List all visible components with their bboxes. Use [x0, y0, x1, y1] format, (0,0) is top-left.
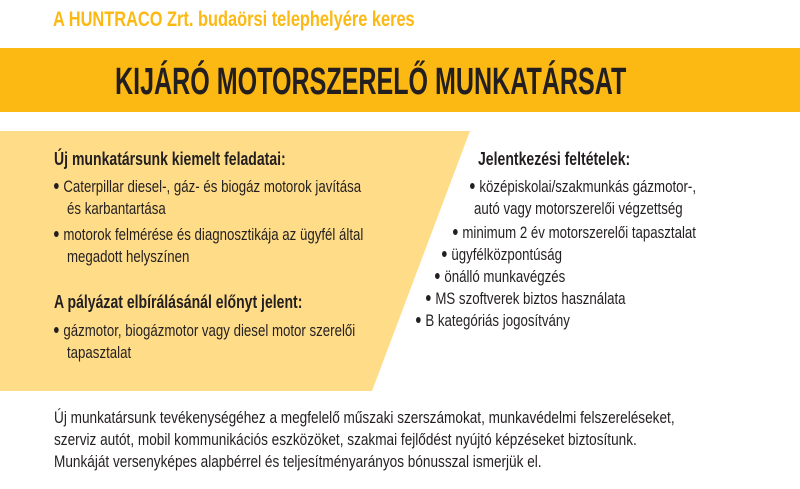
- task-item-continuation: megadott helyszínen: [67, 247, 190, 266]
- footer-line: Munkáját versenyképes alapbérrel és teljesítményarányos bónusszal ismerjük el.: [54, 452, 542, 471]
- footer-line: szerviz autót, mobil kommunikációs eszközöket, szakmai fejlődést nyújtó képzéseket biztosítunk.: [54, 430, 637, 449]
- requirement-item: B kategóriás jogosítvány: [416, 310, 613, 332]
- intro-text: A HUNTRACO Zrt. budaörsi telephelyére keres: [53, 8, 415, 31]
- task-item: motorok felmérése és diagnosztikája az ügyfél által: [54, 224, 451, 246]
- bullet-icon: [416, 317, 421, 323]
- requirement-item-continuation: autó vagy motorszerelői végzettség: [474, 199, 683, 218]
- bullet-icon: [54, 231, 59, 237]
- bullet-icon: [453, 229, 458, 235]
- task-item-continuation: és karbantartása: [67, 199, 166, 218]
- requirement-item: középiskolai/szakmunkás gázmotor-,: [470, 176, 760, 198]
- bullet-icon: [426, 295, 431, 301]
- bullet-icon: [442, 251, 447, 257]
- requirement-item: minimum 2 év motorszerelői tapasztalat: [453, 222, 765, 244]
- bullet-icon: [435, 273, 440, 279]
- advantage-item: gázmotor, biogázmotor vagy diesel motor szerelői: [54, 320, 440, 342]
- requirement-item: MS szoftverek biztos használata: [426, 288, 682, 310]
- requirement-item: ügyfélközpontúság: [442, 244, 596, 266]
- bullet-icon: [54, 183, 59, 189]
- advantage-item-continuation: tapasztalat: [67, 343, 132, 362]
- bullet-icon: [54, 327, 59, 333]
- requirements-heading: Jelentkezési feltételek:: [478, 149, 631, 169]
- task-item: Caterpillar diesel-, gáz- és biogáz motorok javítása: [54, 176, 448, 198]
- footer-line: Új munkatársunk tevékenységéhez a megfelelő műszaki szerszámokat, munkavédelmi felszereléseket,: [54, 408, 675, 427]
- tasks-heading: Új munkatársunk kiemelt feladatai:: [54, 149, 286, 169]
- advantages-heading: A pályázat elbírálásánál előnyt jelent:: [54, 292, 303, 312]
- bullet-icon: [470, 183, 475, 189]
- requirement-item: önálló munkavégzés: [435, 266, 602, 288]
- job-title-text: KIJÁRÓ MOTORSZERELŐ MUNKATÁRSAT: [115, 61, 627, 103]
